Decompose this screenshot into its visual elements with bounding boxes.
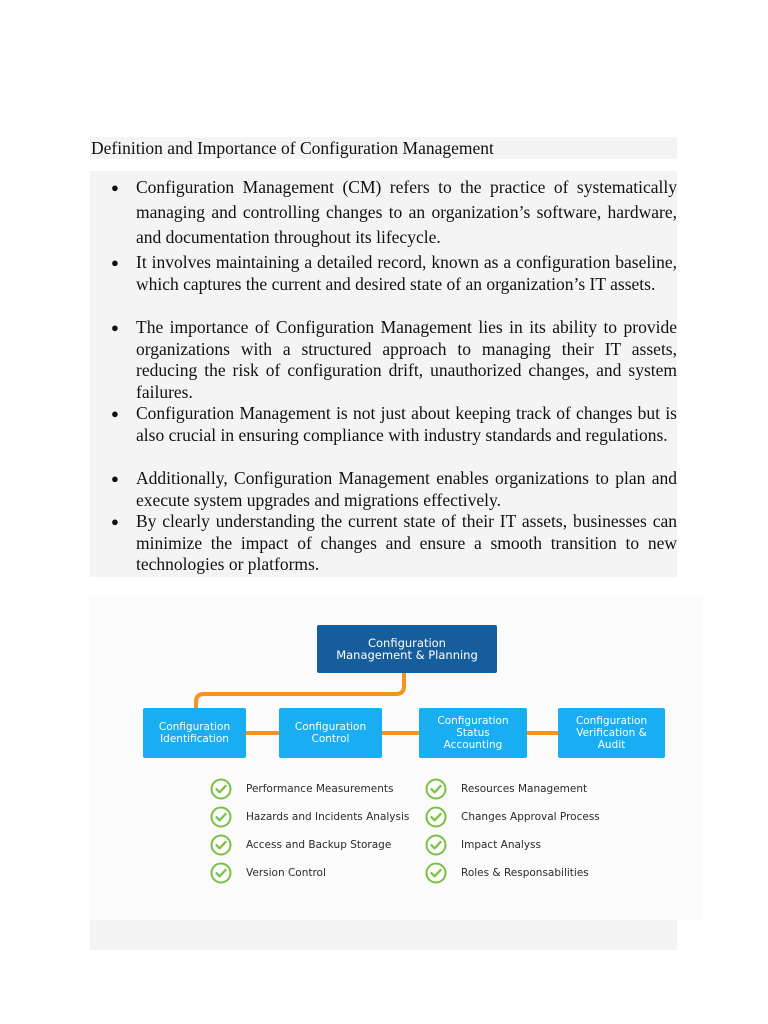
child-node-label: Configuration Verification & Audit [575, 715, 648, 751]
check-circle-icon [425, 806, 447, 828]
checklist-label: Resources Management [461, 783, 588, 795]
checklist-item [210, 778, 393, 800]
child-node-verification-audit [558, 708, 665, 758]
bullet-dot: ● [111, 514, 119, 529]
child-node-label: Configuration Identification [158, 721, 231, 745]
root-node-label: Configuration Management & Planning [336, 636, 478, 662]
checklist-item [425, 834, 541, 856]
checklist-item [425, 778, 587, 800]
bullet-dot: ● [111, 406, 119, 421]
check-circle-icon [210, 834, 232, 856]
section-heading: Definition and Importance of Configuration Management [91, 138, 494, 158]
child-node-status-accounting [419, 708, 527, 758]
check-circle-icon [425, 862, 447, 884]
check-circle-icon [425, 834, 447, 856]
bullet-dot: ● [111, 320, 119, 335]
checklist-label: Changes Approval Process [461, 811, 600, 823]
bullet-dot: ● [111, 180, 119, 195]
bullet-text: It involves maintaining a detailed record, known as a configuration baseline, which captures the current and desired state of an organization’s IT assets. [136, 252, 677, 294]
check-circle-icon [210, 862, 232, 884]
bullet-dot: ● [111, 471, 119, 486]
child-node-label: Configuration Status Accounting [437, 715, 509, 751]
child-node-identification [143, 708, 246, 758]
checklist-item [425, 862, 589, 884]
checklist-label: Roles & Responsabilities [461, 867, 589, 879]
checklist-item [425, 806, 600, 828]
checklist-label: Performance Measurements [246, 783, 394, 795]
bullet-text: Configuration Management (CM) refers to the practice of systematically managing and controlling changes to an organization’s software, hardware, and documentation throughout its lifecycle. [136, 177, 677, 247]
check-circle-icon [425, 778, 447, 800]
bullet-text: The importance of Configuration Management lies in its ability to provide organizations with a structured approach to managing their IT assets, reducing the risk of configuration drift, unauthorized changes, and system failures. [136, 317, 677, 402]
checklist-item [210, 834, 391, 856]
checklist-label: Version Control [246, 867, 326, 879]
bullet-text: Additionally, Configuration Management enables organizations to plan and execute system upgrades and migrations effectively. [136, 468, 677, 510]
child-node-control [279, 708, 382, 758]
checklist-label: Access and Backup Storage [246, 839, 392, 851]
checklist-item [210, 862, 326, 884]
checklist-item [210, 806, 409, 828]
bullet-text: By clearly understanding the current state of their IT assets, businesses can minimize the impact of changes and ensure a smooth transition to new technologies or platforms. [136, 511, 677, 574]
check-circle-icon [210, 778, 232, 800]
check-circle-icon [210, 806, 232, 828]
root-node [317, 625, 497, 673]
checklist-label: Hazards and Incidents Analysis [246, 811, 410, 823]
bullet-text: Configuration Management is not just about keeping track of changes but is also crucial in ensuring compliance with industry standards and regulations. [136, 403, 677, 445]
bullet-dot: ● [111, 255, 119, 270]
child-node-label: Configuration Control [294, 721, 367, 745]
root-connector-line [196, 673, 404, 708]
checklist-label: Impact Analyss [461, 839, 541, 851]
